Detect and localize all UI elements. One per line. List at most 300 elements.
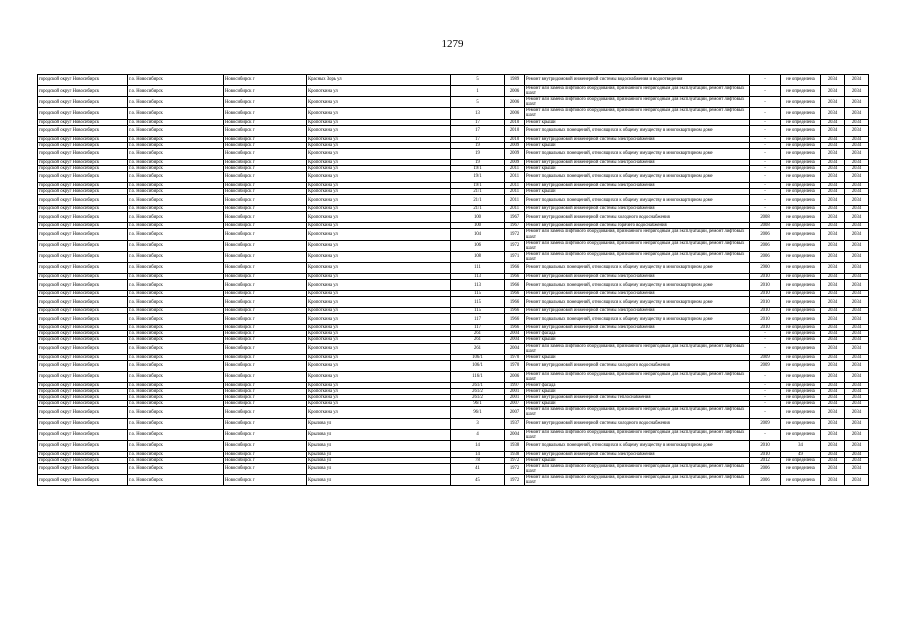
cell-cost: не определена	[781, 457, 821, 463]
cell-cost: не определена	[781, 343, 821, 354]
cell-street: Кропоткина ул	[307, 389, 451, 395]
cell-work-type: Ремонт или замена лифтового оборудования, признанного непригодным для эксплуатации, ремонт лифтовых шахт	[525, 463, 750, 474]
cell-locality: Новосибирск г	[224, 172, 307, 183]
cell-work-type: Ремонт или замена лифтового оборудования, признанного непригодным для эксплуатации, ремонт лифтовых шахт	[525, 86, 750, 97]
cell-municipality: городской округ Новосибирск	[38, 86, 128, 97]
cell-cost: не определена	[781, 189, 821, 195]
cell-plan-start-year: 2034	[821, 451, 845, 457]
cell-plan-start-year: 2034	[821, 240, 845, 251]
cell-cost: не определена	[781, 383, 821, 389]
cell-build-year: 1937	[505, 418, 525, 429]
cell-plan-start-year: 2034	[821, 75, 845, 86]
cell-municipality: городской округ Новосибирск	[38, 165, 128, 171]
cell-municipality: городской округ Новосибирск	[38, 343, 128, 354]
cell-build-year: 2010	[505, 125, 525, 136]
cell-municipality: городской округ Новосибирск	[38, 291, 128, 297]
cell-plan-start-year: 2034	[821, 325, 845, 331]
cell-locality: Новосибирск г	[224, 343, 307, 354]
cell-plan-start-year: 2034	[821, 142, 845, 148]
cell-settlement: г.о. Новосибирск	[128, 206, 224, 212]
cell-settlement: г.о. Новосибирск	[128, 418, 224, 429]
cell-plan-end-year: 2034	[845, 401, 869, 407]
cell-cost: не определена	[781, 475, 821, 486]
cell-cost: не определена	[781, 429, 821, 440]
cell-build-year: 1966	[505, 291, 525, 297]
cell-work-type: Ремонт внутридомовой инженерной системы электроснабжения	[525, 291, 750, 297]
cell-municipality: городской округ Новосибирск	[38, 371, 128, 382]
cell-build-year: 1966	[505, 308, 525, 314]
cell-municipality: городской округ Новосибирск	[38, 389, 128, 395]
cell-cost: не определена	[781, 183, 821, 189]
cell-settlement: г.о. Новосибирск	[128, 354, 224, 360]
cell-work-type: Ремонт крыши	[525, 354, 750, 360]
cell-cost: не определена	[781, 165, 821, 171]
cell-plan-start-year: 2034	[821, 343, 845, 354]
cell-work-type: Ремонт или замена лифтового оборудования, признанного непригодным для эксплуатации, ремонт лифтовых шахт	[525, 251, 750, 262]
cell-last-repair-year: -	[750, 407, 781, 418]
cell-last-repair-year: -	[750, 371, 781, 382]
cell-work-type: Ремонт или замена лифтового оборудования, признанного непригодным для эксплуатации, ремонт лифтовых шахт	[525, 407, 750, 418]
cell-work-type: Ремонт внутридомовой инженерной системы электроснабжения	[525, 308, 750, 314]
cell-plan-end-year: 2034	[845, 165, 869, 171]
cell-street: Кропоткина ул	[307, 125, 451, 136]
cell-house-number: 117	[451, 314, 505, 325]
cell-last-repair-year: 2010	[750, 297, 781, 308]
cell-cost: не определена	[781, 223, 821, 229]
cell-plan-end-year: 2034	[845, 360, 869, 371]
cell-street: Крылова ул	[307, 463, 451, 474]
cell-plan-start-year: 2034	[821, 172, 845, 183]
cell-settlement: г.о. Новосибирск	[128, 337, 224, 343]
cell-cost: не определена	[781, 325, 821, 331]
table-row	[38, 195, 869, 206]
cell-last-repair-year: -	[750, 337, 781, 343]
cell-last-repair-year: 2009	[750, 418, 781, 429]
cell-street: Крылова ул	[307, 475, 451, 486]
cell-plan-end-year: 2034	[845, 395, 869, 401]
table-row	[38, 371, 869, 382]
cell-plan-start-year: 2034	[821, 223, 845, 229]
cell-municipality: городской округ Новосибирск	[38, 325, 128, 331]
cell-last-repair-year: 2012	[750, 457, 781, 463]
cell-locality: Новосибирск г	[224, 86, 307, 97]
cell-municipality: городской округ Новосибирск	[38, 383, 128, 389]
cell-plan-start-year: 2034	[821, 429, 845, 440]
cell-street: Кропоткина ул	[307, 223, 451, 229]
table-row	[38, 251, 869, 262]
cell-house-number: 104	[451, 229, 505, 240]
cell-house-number: 261/1	[451, 383, 505, 389]
cell-plan-end-year: 2034	[845, 337, 869, 343]
cell-last-repair-year: 2010	[750, 291, 781, 297]
cell-last-repair-year: -	[750, 395, 781, 401]
cell-house-number: 14	[451, 440, 505, 451]
cell-work-type: Ремонт внутридомовой инженерной системы холодного водоснабжения	[525, 212, 750, 223]
cell-build-year: 2011	[505, 206, 525, 212]
cell-plan-end-year: 2034	[845, 354, 869, 360]
cell-street: Кропоткина ул	[307, 206, 451, 212]
cell-house-number: 100	[451, 212, 505, 223]
cell-plan-start-year: 2034	[821, 108, 845, 119]
cell-plan-start-year: 2034	[821, 463, 845, 474]
cell-settlement: г.о. Новосибирск	[128, 325, 224, 331]
cell-municipality: городской округ Новосибирск	[38, 183, 128, 189]
cell-last-repair-year: -	[750, 331, 781, 337]
cell-municipality: городской округ Новосибирск	[38, 273, 128, 279]
cell-build-year: 1966	[505, 314, 525, 325]
cell-last-repair-year: 2010	[750, 273, 781, 279]
cell-municipality: городской округ Новосибирск	[38, 418, 128, 429]
cell-cost: не определена	[781, 273, 821, 279]
cell-work-type: Ремонт подвальных помещений, относящихся к общему имуществу в многоквартирном доме	[525, 297, 750, 308]
cell-work-type: Ремонт внутридомовой инженерной системы теплоснабжения	[525, 395, 750, 401]
table-row	[38, 262, 869, 273]
cell-locality: Новосибирск г	[224, 189, 307, 195]
cell-cost: не определена	[781, 371, 821, 382]
cell-work-type: Ремонт подвальных помещений, относящихся к общему имуществу в многоквартирном доме	[525, 314, 750, 325]
cell-street: Кропоткина ул	[307, 371, 451, 382]
cell-municipality: городской округ Новосибирск	[38, 337, 128, 343]
cell-locality: Новосибирск г	[224, 314, 307, 325]
cell-house-number: 41	[451, 463, 505, 474]
table-row	[38, 463, 869, 474]
cell-house-number: 17	[451, 119, 505, 125]
cell-settlement: г.о. Новосибирск	[128, 440, 224, 451]
cell-last-repair-year: 2010	[750, 451, 781, 457]
cell-municipality: городской округ Новосибирск	[38, 354, 128, 360]
cell-build-year: 1972	[505, 463, 525, 474]
cell-last-repair-year: -	[750, 148, 781, 159]
cell-locality: Новосибирск г	[224, 308, 307, 314]
cell-work-type: Ремонт внутридомовой инженерной системы электроснабжения	[525, 325, 750, 331]
cell-municipality: городской округ Новосибирск	[38, 125, 128, 136]
cell-cost: не определена	[781, 125, 821, 136]
cell-locality: Новосибирск г	[224, 280, 307, 291]
cell-build-year: 2011	[505, 183, 525, 189]
cell-work-type: Ремонт крыши	[525, 457, 750, 463]
cell-municipality: городской округ Новосибирск	[38, 97, 128, 108]
cell-house-number: 108	[451, 251, 505, 262]
cell-house-number: 106	[451, 240, 505, 251]
cell-build-year: 2004	[505, 429, 525, 440]
cell-cost: не определена	[781, 297, 821, 308]
cell-work-type: Ремонт фасада	[525, 331, 750, 337]
cell-house-number: 116/1	[451, 371, 505, 382]
cell-last-repair-year: 2006	[750, 463, 781, 474]
cell-locality: Новосибирск г	[224, 463, 307, 474]
cell-build-year: 1970	[505, 354, 525, 360]
cell-settlement: г.о. Новосибирск	[128, 343, 224, 354]
cell-house-number: 19/1	[451, 183, 505, 189]
cell-locality: Новосибирск г	[224, 206, 307, 212]
cell-locality: Новосибирск г	[224, 457, 307, 463]
cell-plan-start-year: 2034	[821, 407, 845, 418]
cell-build-year: 1938	[505, 451, 525, 457]
cell-last-repair-year: -	[750, 383, 781, 389]
cell-locality: Новосибирск г	[224, 142, 307, 148]
cell-house-number: 14	[451, 451, 505, 457]
cell-settlement: г.о. Новосибирск	[128, 136, 224, 142]
cell-house-number: 113	[451, 273, 505, 279]
cell-municipality: городской округ Новосибирск	[38, 262, 128, 273]
cell-plan-start-year: 2034	[821, 195, 845, 206]
cell-cost: не определена	[781, 108, 821, 119]
cell-cost: не определена	[781, 251, 821, 262]
cell-cost: не определена	[781, 314, 821, 325]
cell-street: Кропоткина ул	[307, 337, 451, 343]
cell-settlement: г.о. Новосибирск	[128, 183, 224, 189]
table-row	[38, 297, 869, 308]
table-row	[38, 280, 869, 291]
cell-settlement: г.о. Новосибирск	[128, 195, 224, 206]
page-number: 1279	[441, 38, 464, 50]
cell-work-type: Ремонт или замена лифтового оборудования, признанного непригодным для эксплуатации, ремонт лифтовых шахт	[525, 97, 750, 108]
cell-work-type: Ремонт крыши	[525, 165, 750, 171]
cell-settlement: г.о. Новосибирск	[128, 463, 224, 474]
table-row	[38, 229, 869, 240]
cell-municipality: городской округ Новосибирск	[38, 119, 128, 125]
cell-locality: Новосибирск г	[224, 337, 307, 343]
cell-plan-start-year: 2034	[821, 395, 845, 401]
cell-house-number: 17	[451, 125, 505, 136]
cell-plan-end-year: 2034	[845, 97, 869, 108]
cell-locality: Новосибирск г	[224, 389, 307, 395]
cell-street: Красных Зорь ул	[307, 75, 451, 86]
cell-street: Крылова ул	[307, 440, 451, 451]
cell-street: Кропоткина ул	[307, 331, 451, 337]
cell-plan-end-year: 2034	[845, 189, 869, 195]
cell-work-type: Ремонт или замена лифтового оборудования, признанного непригодным для эксплуатации, ремонт лифтовых шахт	[525, 371, 750, 382]
cell-locality: Новосибирск г	[224, 159, 307, 165]
cell-plan-start-year: 2034	[821, 165, 845, 171]
cell-build-year: 1938	[505, 440, 525, 451]
cell-plan-start-year: 2034	[821, 401, 845, 407]
table-row	[38, 148, 869, 159]
cell-cost: не определена	[781, 136, 821, 142]
cell-plan-start-year: 2034	[821, 297, 845, 308]
cell-plan-end-year: 2034	[845, 223, 869, 229]
cell-locality: Новосибирск г	[224, 395, 307, 401]
cell-settlement: г.о. Новосибирск	[128, 165, 224, 171]
cell-build-year: 2001	[505, 389, 525, 395]
cell-municipality: городской округ Новосибирск	[38, 395, 128, 401]
cell-plan-end-year: 2034	[845, 206, 869, 212]
cell-municipality: городской округ Новосибирск	[38, 159, 128, 165]
cell-street: Кропоткина ул	[307, 297, 451, 308]
cell-municipality: городской округ Новосибирск	[38, 331, 128, 337]
cell-build-year: 2007	[505, 401, 525, 407]
cell-build-year: 1972	[505, 240, 525, 251]
cell-cost: не определена	[781, 262, 821, 273]
cell-plan-start-year: 2034	[821, 354, 845, 360]
cell-work-type: Ремонт подвальных помещений, относящихся к общему имуществу в многоквартирном доме	[525, 440, 750, 451]
cell-street: Кропоткина ул	[307, 273, 451, 279]
cell-work-type: Ремонт или замена лифтового оборудования, признанного непригодным для эксплуатации, ремонт лифтовых шахт	[525, 429, 750, 440]
cell-build-year: 2007	[505, 407, 525, 418]
cell-street: Кропоткина ул	[307, 325, 451, 331]
cell-street: Крылова ул	[307, 451, 451, 457]
cell-street: Кропоткина ул	[307, 308, 451, 314]
table-row	[38, 86, 869, 97]
cell-house-number: 45	[451, 475, 505, 486]
cell-locality: Новосибирск г	[224, 125, 307, 136]
cell-cost: не определена	[781, 97, 821, 108]
cell-work-type: Ремонт подвальных помещений, относящихся к общему имуществу в многоквартирном доме	[525, 125, 750, 136]
cell-work-type: Ремонт или замена лифтового оборудования, признанного непригодным для эксплуатации, ремонт лифтовых шахт	[525, 343, 750, 354]
cell-cost: не определена	[781, 463, 821, 474]
cell-settlement: г.о. Новосибирск	[128, 172, 224, 183]
cell-last-repair-year: -	[750, 195, 781, 206]
cell-locality: Новосибирск г	[224, 418, 307, 429]
cell-settlement: г.о. Новосибирск	[128, 297, 224, 308]
cell-locality: Новосибирск г	[224, 451, 307, 457]
cell-plan-start-year: 2034	[821, 273, 845, 279]
cell-street: Кропоткина ул	[307, 251, 451, 262]
cell-last-repair-year: -	[750, 172, 781, 183]
cell-street: Кропоткина ул	[307, 183, 451, 189]
cell-settlement: г.о. Новосибирск	[128, 371, 224, 382]
cell-build-year: 2009	[505, 148, 525, 159]
cell-municipality: городской округ Новосибирск	[38, 475, 128, 486]
cell-work-type: Ремонт подвальных помещений, относящихся к общему имуществу в многоквартирном доме	[525, 280, 750, 291]
cell-plan-end-year: 2034	[845, 429, 869, 440]
cell-house-number: 19/1	[451, 165, 505, 171]
cell-cost: не определена	[781, 395, 821, 401]
cell-build-year: 2006	[505, 108, 525, 119]
cell-street: Кропоткина ул	[307, 119, 451, 125]
cell-cost: не определена	[781, 86, 821, 97]
cell-plan-start-year: 2034	[821, 212, 845, 223]
cell-last-repair-year: -	[750, 119, 781, 125]
cell-house-number: 4	[451, 429, 505, 440]
cell-last-repair-year: 2900	[750, 262, 781, 273]
cell-last-repair-year: -	[750, 75, 781, 86]
cell-plan-start-year: 2034	[821, 389, 845, 395]
cell-plan-end-year: 2034	[845, 457, 869, 463]
cell-street: Кропоткина ул	[307, 360, 451, 371]
cell-locality: Новосибирск г	[224, 360, 307, 371]
table-row	[38, 418, 869, 429]
cell-plan-start-year: 2034	[821, 457, 845, 463]
cell-house-number: 19	[451, 159, 505, 165]
cell-plan-start-year: 2034	[821, 418, 845, 429]
cell-plan-start-year: 2034	[821, 331, 845, 337]
cell-cost: не определена	[781, 401, 821, 407]
cell-cost: не определена	[781, 195, 821, 206]
cell-house-number: 261	[451, 343, 505, 354]
cell-locality: Новосибирск г	[224, 383, 307, 389]
cell-house-number: 113	[451, 280, 505, 291]
cell-plan-end-year: 2034	[845, 273, 869, 279]
cell-house-number: 21/1	[451, 189, 505, 195]
cell-work-type: Ремонт внутридомовой инженерной системы электроснабжения	[525, 136, 750, 142]
cell-plan-end-year: 2034	[845, 463, 869, 474]
cell-last-repair-year: 2010	[750, 314, 781, 325]
cell-plan-end-year: 2034	[845, 75, 869, 86]
cell-locality: Новосибирск г	[224, 262, 307, 273]
cell-street: Кропоткина ул	[307, 212, 451, 223]
cell-last-repair-year: 2010	[750, 325, 781, 331]
cell-house-number: 115	[451, 291, 505, 297]
cell-house-number: 21/1	[451, 206, 505, 212]
cell-plan-end-year: 2034	[845, 148, 869, 159]
cell-locality: Новосибирск г	[224, 331, 307, 337]
cell-settlement: г.о. Новосибирск	[128, 262, 224, 273]
cell-cost: не определена	[781, 418, 821, 429]
cell-work-type: Ремонт внутридомовой инженерной системы водоснабжения и водоотведения	[525, 75, 750, 86]
cell-municipality: городской округ Новосибирск	[38, 148, 128, 159]
cell-build-year: 1972	[505, 229, 525, 240]
cell-street: Кропоткина ул	[307, 401, 451, 407]
cell-plan-end-year: 2034	[845, 371, 869, 382]
cell-municipality: городской округ Новосибирск	[38, 229, 128, 240]
cell-locality: Новосибирск г	[224, 273, 307, 279]
cell-street: Кропоткина ул	[307, 280, 451, 291]
cell-municipality: городской округ Новосибирск	[38, 429, 128, 440]
cell-plan-end-year: 2034	[845, 159, 869, 165]
cell-street: Кропоткина ул	[307, 395, 451, 401]
cell-plan-start-year: 2034	[821, 262, 845, 273]
cell-municipality: городской округ Новосибирск	[38, 206, 128, 212]
capital-repair-register-table	[37, 74, 869, 486]
cell-build-year: 1997	[505, 383, 525, 389]
cell-street: Кропоткина ул	[307, 159, 451, 165]
cell-build-year: 1967	[505, 212, 525, 223]
cell-work-type: Ремонт крыши	[525, 401, 750, 407]
cell-locality: Новосибирск г	[224, 183, 307, 189]
cell-settlement: г.о. Новосибирск	[128, 86, 224, 97]
cell-locality: Новосибирск г	[224, 212, 307, 223]
cell-plan-end-year: 2034	[845, 262, 869, 273]
cell-work-type: Ремонт внутридомовой инженерной системы холодного водоснабжения	[525, 360, 750, 371]
cell-cost: не определена	[781, 172, 821, 183]
cell-settlement: г.о. Новосибирск	[128, 229, 224, 240]
cell-plan-start-year: 2034	[821, 159, 845, 165]
cell-street: Кропоткина ул	[307, 354, 451, 360]
cell-plan-start-year: 2034	[821, 97, 845, 108]
table-row	[38, 314, 869, 325]
cell-plan-end-year: 2034	[845, 475, 869, 486]
cell-last-repair-year: -	[750, 206, 781, 212]
cell-locality: Новосибирск г	[224, 325, 307, 331]
cell-build-year: 2001	[505, 395, 525, 401]
cell-plan-start-year: 2034	[821, 280, 845, 291]
cell-street: Кропоткина ул	[307, 240, 451, 251]
cell-settlement: г.о. Новосибирск	[128, 97, 224, 108]
cell-last-repair-year: 2006	[750, 229, 781, 240]
cell-plan-start-year: 2034	[821, 251, 845, 262]
cell-municipality: городской округ Новосибирск	[38, 314, 128, 325]
cell-municipality: городской округ Новосибирск	[38, 189, 128, 195]
cell-plan-start-year: 2034	[821, 189, 845, 195]
cell-settlement: г.о. Новосибирск	[128, 314, 224, 325]
cell-cost: не определена	[781, 354, 821, 360]
cell-work-type: Ремонт крыши	[525, 389, 750, 395]
cell-last-repair-year: -	[750, 189, 781, 195]
cell-plan-start-year: 2034	[821, 360, 845, 371]
cell-build-year: 2006	[505, 86, 525, 97]
cell-settlement: г.о. Новосибирск	[128, 119, 224, 125]
cell-street: Кропоткина ул	[307, 189, 451, 195]
cell-street: Кропоткина ул	[307, 142, 451, 148]
cell-build-year: 1966	[505, 325, 525, 331]
cell-last-repair-year: -	[750, 401, 781, 407]
cell-street: Кропоткина ул	[307, 314, 451, 325]
cell-last-repair-year: 2009	[750, 360, 781, 371]
cell-street: Кропоткина ул	[307, 195, 451, 206]
cell-plan-start-year: 2034	[821, 183, 845, 189]
cell-work-type: Ремонт внутридомовой инженерной системы горячего водоснабжения	[525, 223, 750, 229]
